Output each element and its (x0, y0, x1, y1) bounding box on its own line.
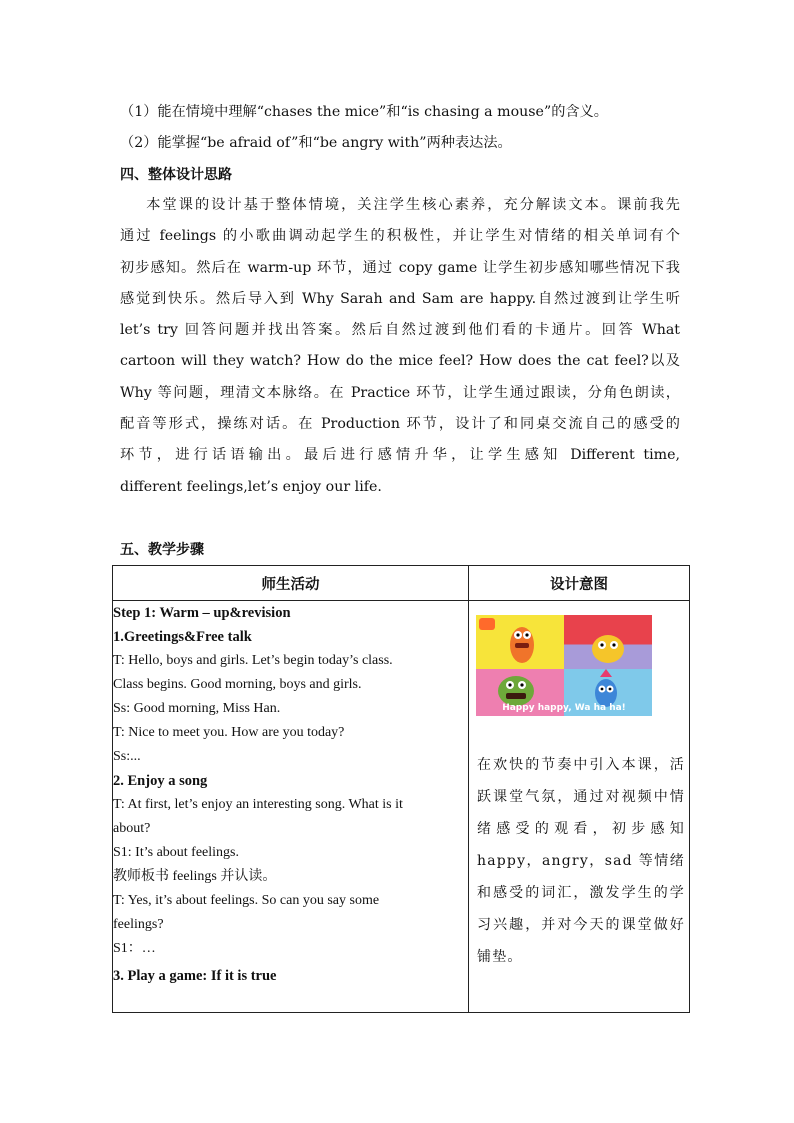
song-video-thumbnail (476, 615, 652, 716)
activity-line: S1: It’s about feelings. (113, 845, 239, 860)
step-heading: Step 1: Warm – up&revision (113, 605, 291, 621)
design-intent-text: 在欢快的节奏中引入本课，活跃课堂气氛，通过对视频中情绪感受的观看，初步感知 happy，angry，sad 等情绪和感受的词汇，激发学生的学习兴趣，并对今天的课堂做好铺垫。 (477, 757, 685, 965)
section-5-heading: 五、教学步骤 (120, 542, 204, 558)
section-4-heading: 四、整体设计思路 (120, 167, 232, 183)
activity-cell (113, 601, 469, 1013)
paragraph-line: 通过 feelings 的小歌曲调动起学生的积极性，并让学生对情绪的相关单词有个 (120, 228, 680, 245)
paragraph-line: cartoon will they watch? How do the mice feel? How does the cat feel?以及 (120, 353, 680, 370)
monster-purple-panel (564, 615, 652, 669)
activity-line: T: Hello, boys and girls. Let’s begin today’s class. (113, 653, 393, 668)
activity-line: feelings? (113, 917, 164, 932)
paragraph-line: let’s try 回答问题并找出答案。然后自然过渡到他们看的卡通片。回答 What (120, 322, 680, 339)
activity-line: T: Nice to meet you. How are you today? (113, 725, 345, 740)
activity-line: Ss: Good morning, Miss Han. (113, 701, 281, 716)
paragraph-line: 本堂课的设计基于整体情境，关注学生核心素养，充分解读文本。课前我先 (120, 197, 680, 213)
activity-line: about? (113, 821, 151, 836)
activity-line: Ss:... (113, 749, 141, 764)
paragraph-line: 环节，进行话语输出。最后进行感情升华，让学生感知 Different time, (120, 447, 680, 464)
header-activity: 师生活动 (113, 566, 469, 601)
design-paragraph (120, 190, 680, 503)
paragraph-line: different feelings,let’s enjoy our life. (120, 478, 382, 495)
paragraph-line: 感觉到快乐。然后导入到 Why Sarah and Sam are happy.自然过渡到让学生听 (120, 290, 680, 307)
activity-subheading: 1.Greetings&Free talk (113, 629, 252, 645)
activity-subheading: 3. Play a game: If it is true (113, 968, 277, 984)
header-design-intent: 设计意图 (469, 566, 690, 601)
paragraph-line: 初步感知。然后在 warm-up 环节，通过 copy game 让学生初步感知哪些情况下我 (120, 259, 680, 276)
channel-logo-icon (479, 618, 495, 630)
paragraph-line: Why 等问题，理清文本脉络。在 Practice 环节，让学生通过跟读，分角色朗读， (120, 384, 680, 401)
objective-2: （2）能掌握“be afraid of”和“be angry with”两种表达法。 (120, 135, 512, 151)
activity-line: T: At first, let’s enjoy an interesting song. What is it (113, 797, 403, 812)
activity-line: Class begins. Good morning, boys and girls. (113, 677, 362, 692)
activity-line: 教师板书 feelings 并认读。 (113, 869, 277, 884)
activity-line: S1：… (113, 941, 156, 956)
video-caption: Happy happy, Wa ha ha! (502, 703, 626, 713)
design-intent-cell (469, 601, 690, 1013)
activity-line: T: Yes, it’s about feelings. So can you say some (113, 893, 380, 908)
activity-subheading: 2. Enjoy a song (113, 773, 208, 789)
paragraph-line: 配音等形式，操练对话。在 Production 环节，设计了和同桌交流自己的感受的 (120, 416, 680, 433)
objective-1: （1）能在情境中理解“chases the mice”和“is chasing a mouse”的含义。 (120, 104, 608, 120)
teaching-steps-table (112, 565, 690, 1013)
